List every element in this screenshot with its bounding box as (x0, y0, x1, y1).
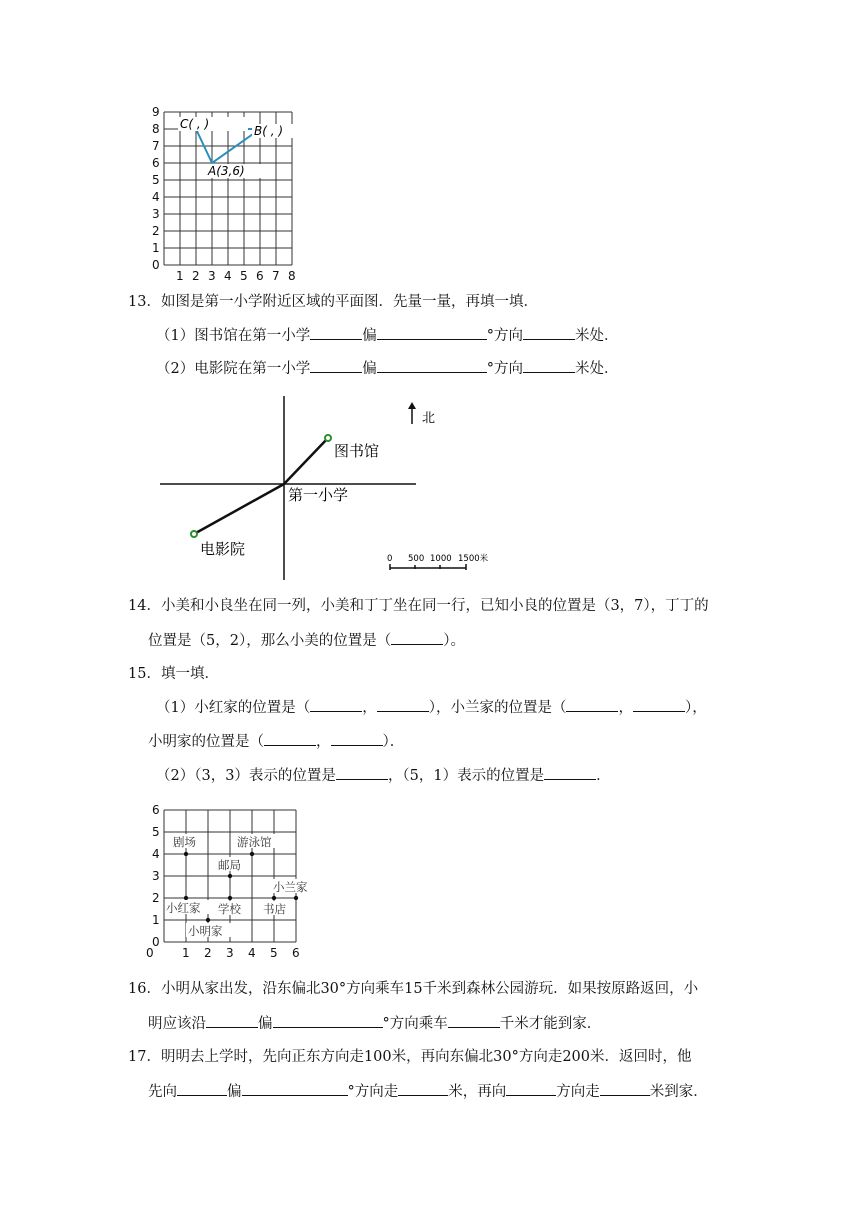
answer-blank[interactable] (398, 1081, 448, 1096)
label-a: A(3,6) (208, 164, 245, 178)
school-label: 第一小学 (288, 486, 349, 504)
answer-blank[interactable] (336, 765, 388, 780)
answer-blank[interactable] (177, 1081, 227, 1096)
cinema-segment (194, 484, 284, 534)
xiaolan-point (294, 896, 298, 900)
answer-blank[interactable] (523, 325, 575, 340)
library-label: 图书馆 (334, 442, 380, 460)
q15-part2: （2）（3，3）表示的位置是 ，（5，1）表示的位置是 ． (156, 765, 611, 786)
answer-blank[interactable] (242, 1081, 348, 1096)
x-tick: 8 (288, 269, 296, 283)
q15-stem: 15．填一填． (128, 666, 219, 682)
q16-line1: 16．小明从家出发，沿东偏北30°方向乘车15千米到森林公园游玩．如果按原路返回，小 (128, 981, 699, 997)
answer-blank[interactable] (377, 697, 429, 712)
label-c: C( , ) (180, 117, 210, 131)
answer-blank[interactable] (264, 731, 316, 746)
y-tick: 6 (152, 803, 160, 817)
school-label-2: 学校 (218, 902, 241, 916)
theater-point (184, 852, 188, 856)
x-tick: 1 (176, 269, 184, 283)
pool-point (250, 852, 254, 856)
x-tick: 2 (192, 269, 200, 283)
answer-blank[interactable] (206, 1013, 258, 1028)
x-tick: 0 (146, 946, 154, 960)
y-tick: 2 (152, 224, 160, 238)
scale-bar (387, 553, 489, 570)
coordinate-grid-2 (140, 800, 330, 965)
svg-text:1500米: 1500米 (458, 554, 489, 564)
y-tick: 8 (152, 122, 160, 136)
y-tick: 4 (152, 190, 160, 204)
coordinate-grid-1 (140, 100, 340, 285)
q14-line2: 位置是（5，2），那么小美的位置是（ ）。 (148, 630, 465, 651)
school-point (228, 896, 232, 900)
answer-blank[interactable] (273, 1013, 383, 1028)
q15-part1-line1: （1）小红家的位置是（ ， ），小兰家的位置是（ ， ）， (156, 697, 707, 718)
y-tick: 2 (152, 891, 160, 905)
x-tick: 5 (240, 269, 248, 283)
q15-part1-line2: 小明家的位置是（ ， ）． (148, 731, 404, 752)
q13-part1: （1）图书馆在第一小学 偏 °方向 米处． (156, 325, 618, 346)
school-area-map (158, 392, 498, 584)
cinema-label: 电影院 (200, 540, 246, 558)
label-b: B( , ) (254, 124, 284, 138)
library-segment (284, 438, 328, 484)
y-tick: 5 (152, 825, 160, 839)
q13-stem: 13．如图是第一小学附近区域的平面图．先量一量，再填一填． (128, 294, 538, 310)
theater-label: 剧场 (173, 835, 196, 849)
x-tick: 6 (292, 946, 300, 960)
answer-blank[interactable] (523, 358, 575, 373)
answer-blank[interactable] (448, 1013, 500, 1028)
y-tick: 3 (152, 207, 160, 221)
y-tick: 7 (152, 139, 160, 153)
post-point (228, 874, 232, 878)
bookstore-label: 书店 (263, 902, 286, 916)
xiaoming-label: 小明家 (188, 924, 223, 938)
answer-blank[interactable] (506, 1081, 556, 1096)
q17-line1: 17．明明去上学时，先向正东方向走100米，再向东偏北30°方向走200米．返回时，他 (128, 1049, 692, 1065)
x-tick: 3 (226, 946, 234, 960)
library-point (325, 435, 331, 441)
pool-label: 游泳馆 (237, 835, 272, 849)
answer-blank[interactable] (377, 358, 487, 373)
x-tick: 4 (224, 269, 232, 283)
x-tick: 7 (272, 269, 280, 283)
answer-blank[interactable] (566, 697, 618, 712)
y-tick: 9 (152, 105, 160, 119)
y-tick: 1 (152, 241, 160, 255)
xiaohong-point (184, 896, 188, 900)
q17-line2: 先向 偏 °方向走 米，再向 方向走 米到家． (148, 1081, 708, 1102)
y-tick: 4 (152, 847, 160, 861)
post-label: 邮局 (218, 858, 241, 872)
svg-text:500: 500 (408, 554, 425, 564)
x-tick: 5 (270, 946, 278, 960)
svg-text:1000: 1000 (430, 554, 452, 564)
answer-blank[interactable] (544, 765, 596, 780)
y-tick: 5 (152, 173, 160, 187)
xiaoming-point (206, 918, 210, 922)
answer-blank[interactable] (391, 630, 443, 645)
north-label: 北 (422, 411, 436, 426)
x-tick: 2 (204, 946, 212, 960)
x-tick: 4 (248, 946, 256, 960)
answer-blank[interactable] (310, 358, 362, 373)
xiaohong-label: 小红家 (166, 901, 201, 915)
q13-part2: （2）电影院在第一小学 偏 °方向 米处． (156, 358, 618, 379)
y-tick: 1 (152, 913, 160, 927)
answer-blank[interactable] (633, 697, 685, 712)
xiaolan-label: 小兰家 (273, 880, 308, 894)
y-tick: 0 (152, 258, 160, 272)
svg-text:0: 0 (387, 554, 393, 564)
y-tick: 3 (152, 869, 160, 883)
cinema-point (191, 531, 197, 537)
x-tick: 3 (208, 269, 216, 283)
q16-line2: 明应该沿 偏 °方向乘车 千米才能到家． (148, 1013, 601, 1034)
y-tick: 0 (152, 935, 160, 949)
answer-blank[interactable] (331, 731, 383, 746)
x-tick: 6 (256, 269, 264, 283)
q14-line1: 14．小美和小良坐在同一列，小美和丁丁坐在同一行，已知小良的位置是（3，7），丁丁的 (128, 598, 709, 614)
x-tick: 1 (182, 946, 190, 960)
answer-blank[interactable] (310, 325, 362, 340)
answer-blank[interactable] (377, 325, 487, 340)
answer-blank[interactable] (310, 697, 362, 712)
y-tick: 6 (152, 156, 160, 170)
answer-blank[interactable] (600, 1081, 650, 1096)
bookstore-point (272, 896, 276, 900)
